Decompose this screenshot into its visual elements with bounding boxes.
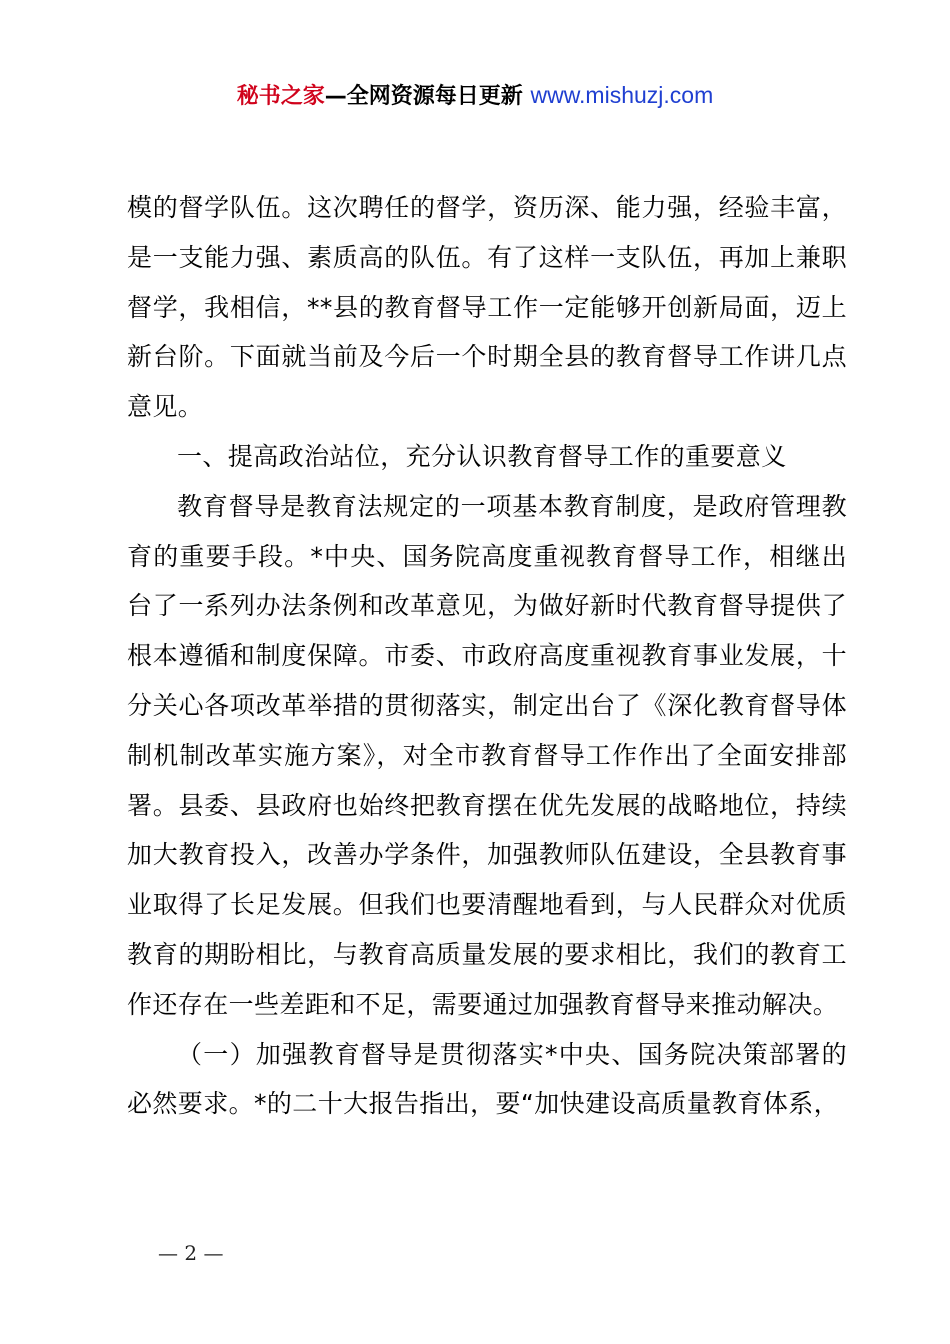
paragraph-continuation: 模的督学队伍。这次聘任的督学，资历深、能力强，经验丰富，是一支能力强、素质高的队伍。有了这样一支队伍，再加上兼职督学，我相信，**县的教育督导工作一定能够开创新局面，迈上新台阶。下面就当前及今后一个时期全县的教育督导工作讲几点意见。: [127, 193, 847, 422]
paragraph: 教育督导是教育法规定的一项基本教育制度，是政府管理教育的重要手段。*中央、国务院高度重视教育督导工作，相继出台了一系列办法条例和改革意见，为做好新时代教育督导提供了根本遵循和制度保障。市委、市政府高度重视教育事业发展，十分关心各项改革举措的贯彻落实，制定出台了《深化教育督导体制机制改革实施方案》，对全市教育督导工作作出了全面安排部署。县委、县政府也始终把教育摆在优先发展的战略地位，持续加大教育投入，改善办学条件，加强教师队伍建设，全县教育事业取得了长足发展。但我们也要清醒地看到，与人民群众对优质教育的期盼相比，与教育高质量发展的要求相比，我们的教育工作还存在一些差距和不足，需要通过加强教育督导来推动解决。: [127, 491, 847, 1019]
section-heading: 一、提高政治站位，充分认识教育督导工作的重要意义: [177, 441, 787, 471]
site-brand: 秘书之家: [236, 84, 325, 109]
site-tagline: —全网资源每日更新: [324, 84, 523, 109]
site-url-link[interactable]: www.mishuzj.com: [530, 82, 714, 108]
paragraph: （一）加强教育督导是贯彻落实*中央、国务院决策部署的必然要求。*的二十大报告指出，要“加快建设高质量教育体系，: [127, 1039, 847, 1119]
page-number: — 2 —: [158, 1241, 224, 1265]
site-header: [0, 79, 950, 113]
document-body: [127, 183, 847, 1129]
